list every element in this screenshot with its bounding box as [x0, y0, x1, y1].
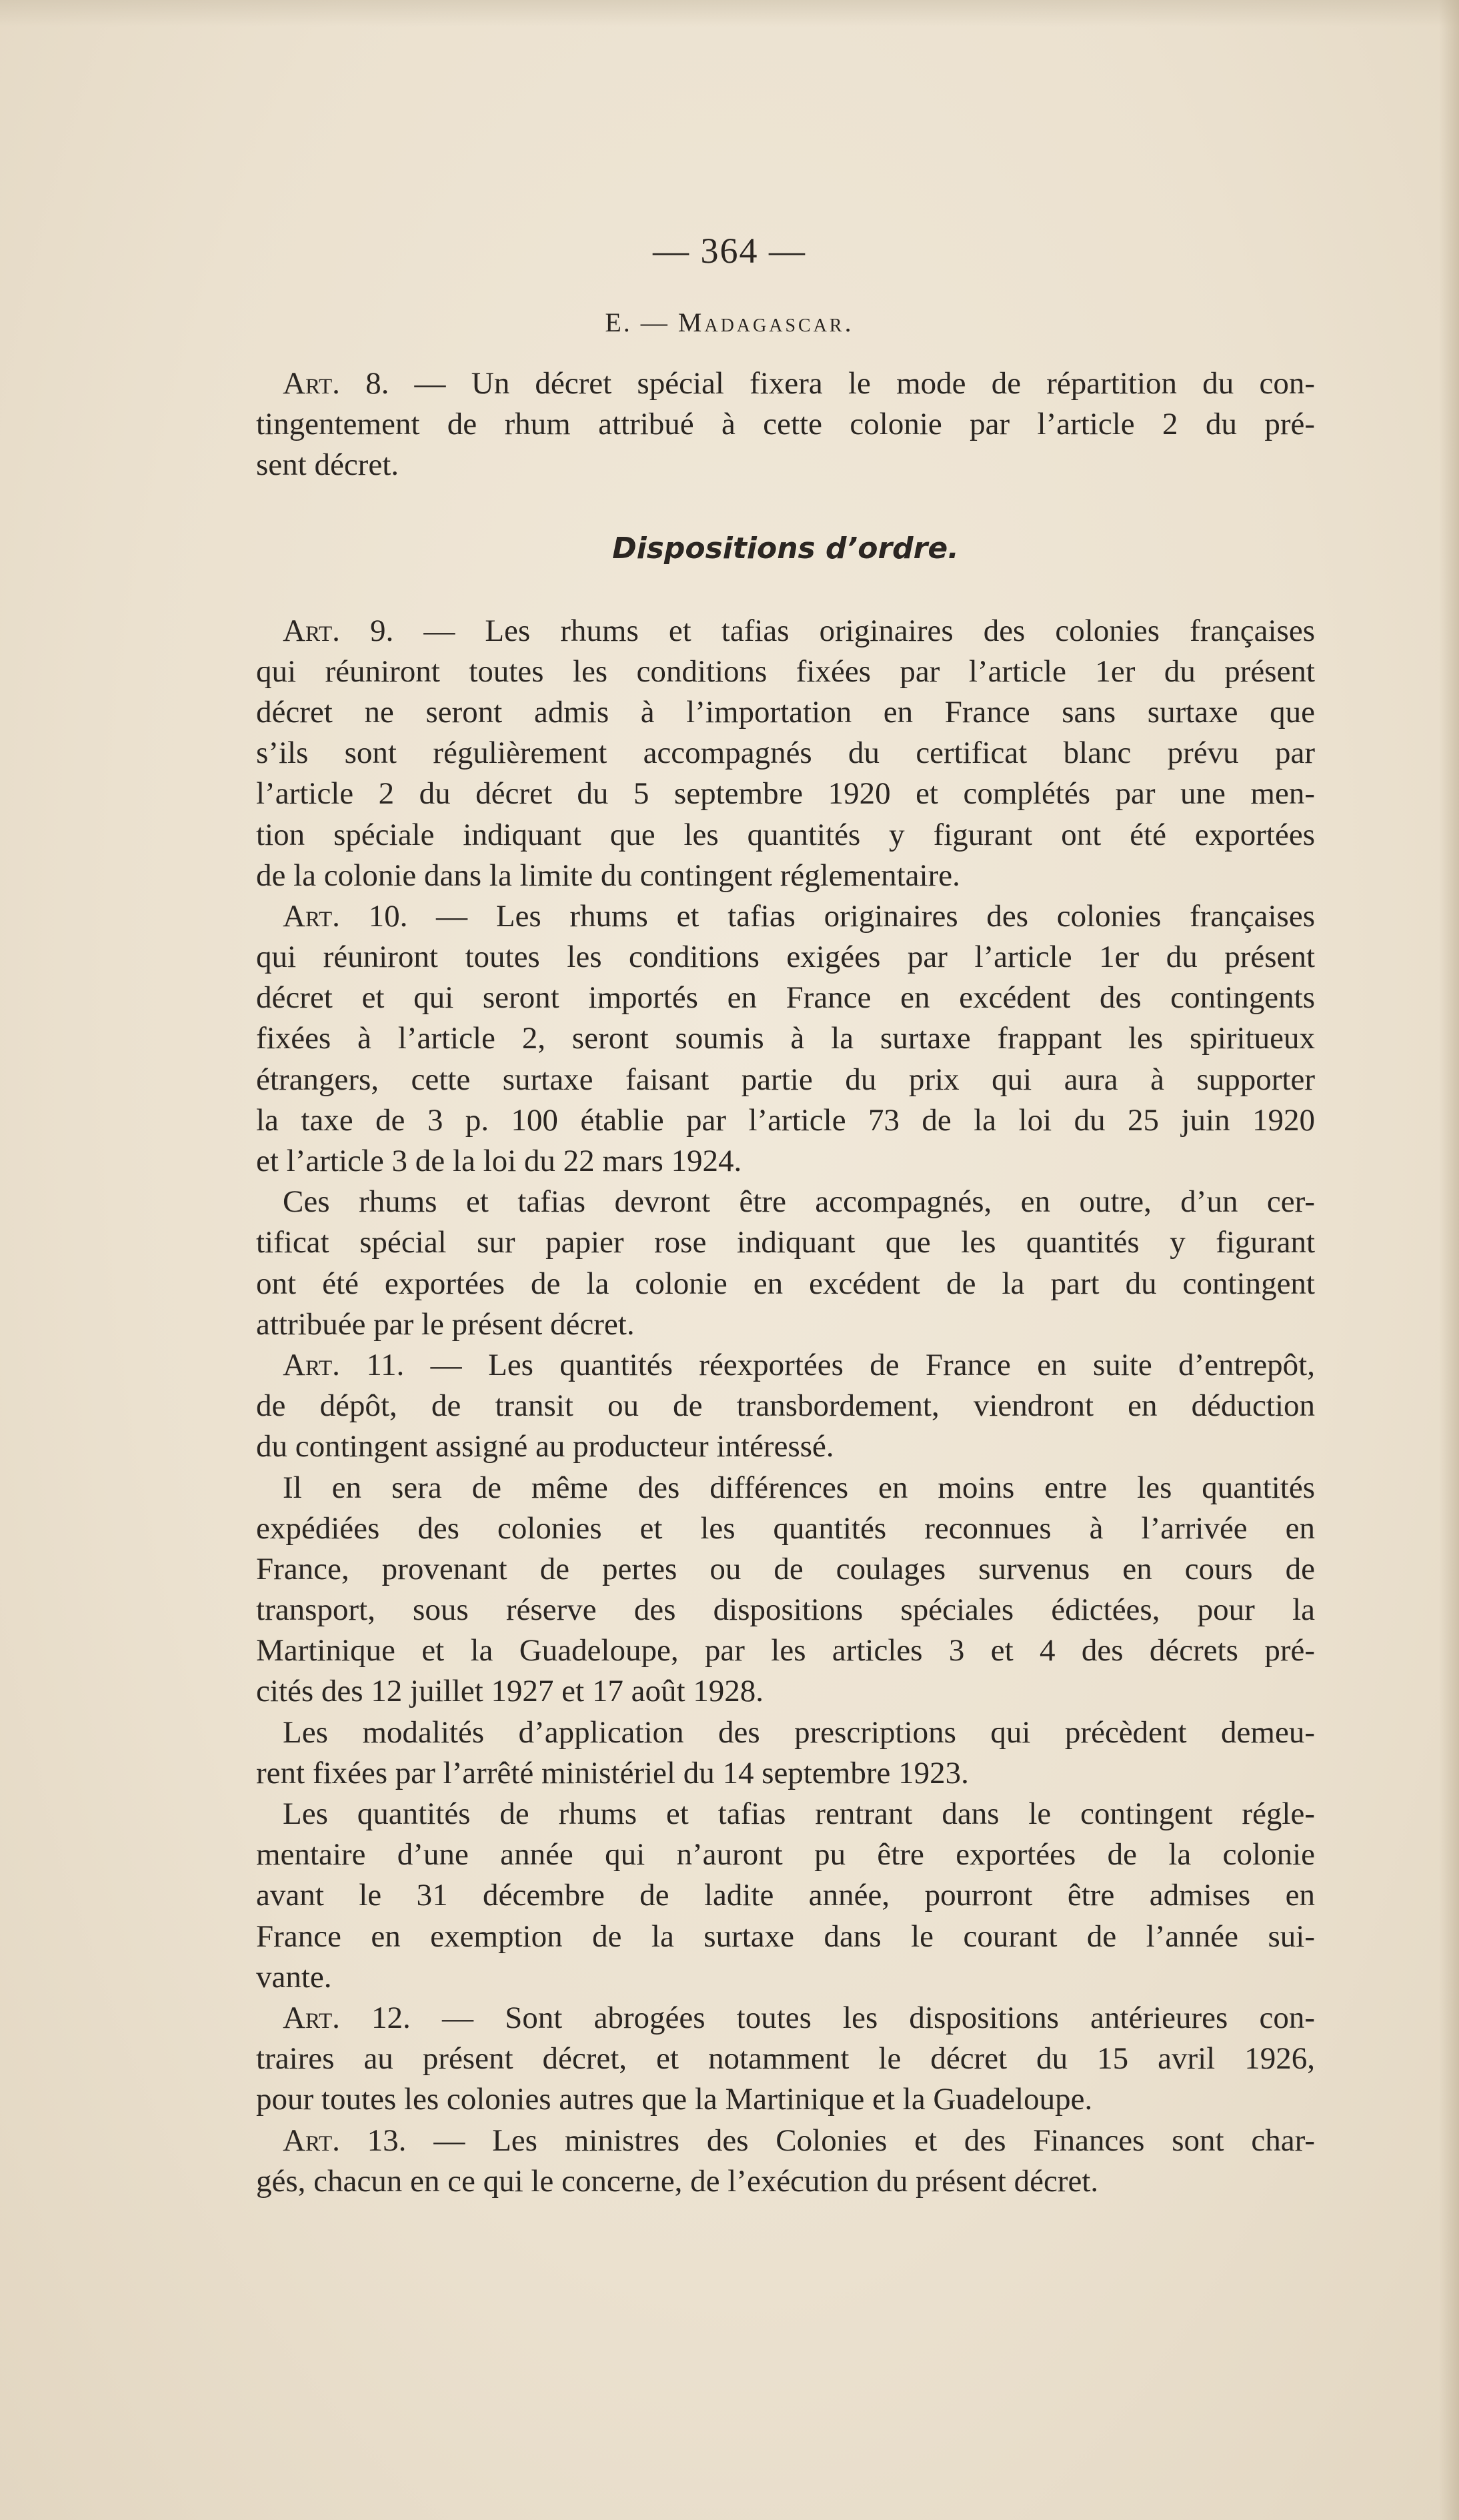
text-line: de la colonie dans la limite du contingent réglementaire. — [256, 858, 960, 893]
text-line: décret et qui seront importés en France en excédent des contingents — [256, 980, 1315, 1016]
article-11 — [256, 1345, 1315, 1998]
text-line: étrangers, cette surtaxe faisant partie du prix qui aura à supporter — [256, 1062, 1315, 1097]
text-line: Les quantités de rhums et tafias rentrant dans le contingent régle- — [283, 1796, 1315, 1831]
page-number: — 364 — — [653, 231, 806, 271]
article-label: Art. 8. — [283, 366, 389, 401]
line-text: — Les rhums et tafias originaires des colonies françaises — [407, 898, 1315, 934]
article-label: Art. 11. — [283, 1347, 405, 1382]
text-line: cités des 12 juillet 1927 et 17 août 1928. — [256, 1674, 764, 1709]
text-line: tificat spécial sur papier rose indiquant que les quantités y figurant — [256, 1225, 1315, 1260]
text-line: France, provenant de pertes ou de coulages survenus en cours de — [256, 1551, 1315, 1586]
text-line — [256, 1345, 1315, 1386]
text-line: Les modalités d’application des prescriptions qui précèdent demeu- — [283, 1714, 1315, 1750]
text-line: mentaire d’une année qui n’auront pu être exportées de la colonie — [256, 1837, 1315, 1872]
text-line: avant le 31 décembre de ladite année, pourront être admises en — [256, 1878, 1315, 1913]
section-name: Madagascar. — [677, 307, 854, 337]
text-line: transport, sous réserve des dispositions spéciales édictées, pour la — [256, 1592, 1315, 1628]
text-line: attribuée par le présent décret. — [256, 1306, 635, 1342]
text-line — [256, 896, 1315, 937]
article-label: Art. 13. — [283, 2123, 407, 2158]
text-line: du contingent assigné au producteur intéressé. — [256, 1429, 834, 1464]
text-line: sent décret. — [256, 447, 399, 483]
article-label: Art. 9. — [283, 613, 394, 648]
text-line: Ces rhums et tafias devront être accompagnés, en outre, d’un cer- — [283, 1184, 1315, 1220]
article-9 — [256, 611, 1315, 896]
line-text: — Les rhums et tafias originaires des colonies françaises — [393, 613, 1315, 648]
text-line: qui réuniront toutes les conditions exigées par l’article 1er du présent — [256, 940, 1315, 975]
article-10 — [256, 896, 1315, 1345]
article-13 — [256, 2121, 1315, 2202]
article-8 — [256, 363, 1315, 486]
section-heading: Dispositions d’ordre. — [612, 531, 959, 565]
article-label: Art. 10. — [283, 898, 408, 934]
body-text — [256, 363, 1315, 2202]
text-line: de dépôt, de transit ou de transbordement, viendront en déduction — [256, 1388, 1315, 1424]
section-prefix: E. — — [605, 307, 678, 337]
text-line — [256, 611, 1315, 652]
text-line: et l’article 3 de la loi du 22 mars 1924. — [256, 1144, 742, 1178]
line-text: — Les quantités réexportées de France en suite d’entrepôt, — [404, 1347, 1315, 1382]
article-12 — [256, 1998, 1315, 2121]
text-line: vante. — [256, 1959, 332, 1995]
text-line: ont été exportées de la colonie en excédent de la part du contingent — [256, 1266, 1315, 1301]
text-line: fixées à l’article 2, seront soumis à la surtaxe frappant les spiritueux — [256, 1021, 1315, 1056]
page-edge-shadow — [1439, 0, 1459, 2520]
line-text: — Les ministres des Colonies et des Finances sont char- — [406, 2123, 1315, 2158]
text-line: Martinique et la Guadeloupe, par les articles 3 et 4 des décrets pré- — [256, 1633, 1315, 1668]
text-line: s’ils sont régulièrement accompagnés du certificat blanc prévu par — [256, 736, 1315, 771]
text-line: la taxe de 3 p. 100 établie par l’article 73 de la loi du 25 juin 1920 — [256, 1102, 1315, 1138]
text-line: tingentement de rhum attribué à cette colonie par l’article 2 du pré- — [256, 407, 1315, 442]
text-line: France en exemption de la surtaxe dans le courant de l’année sui- — [256, 1919, 1315, 1954]
page-top-shadow — [0, 0, 1459, 27]
text-line: traires au présent décret, et notamment le décret du 15 avril 1926, — [256, 2041, 1315, 2077]
text-line: gés, chacun en ce qui le concerne, de l’exécution du présent décret. — [256, 2163, 1099, 2199]
text-line: décret ne seront admis à l’importation en France sans surtaxe que — [256, 694, 1315, 730]
text-line — [256, 363, 1315, 404]
text-line: l’article 2 du décret du 5 septembre 1920 et complétés par une men- — [256, 776, 1315, 812]
text-line — [256, 2121, 1315, 2161]
line-text: — Sont abrogées toutes les dispositions antérieures con- — [410, 2000, 1316, 2035]
text-line — [256, 1998, 1315, 2039]
text-line: qui réuniront toutes les conditions fixées par l’article 1er du présent — [256, 654, 1315, 689]
line-text: — Un décret spécial fixera le mode de répartition du con- — [389, 366, 1315, 401]
section-title — [0, 307, 1459, 338]
article-label: Art. 12. — [283, 2000, 411, 2035]
text-line: rent fixées par l’arrêté ministériel du 14 septembre 1923. — [256, 1755, 969, 1790]
text-line: expédiées des colonies et les quantités reconnues à l’arrivée en — [256, 1510, 1315, 1546]
text-line: tion spéciale indiquant que les quantités y figurant ont été exportées — [256, 817, 1315, 852]
text-line: Il en sera de même des différences en moins entre les quantités — [283, 1470, 1315, 1505]
text-line: pour toutes les colonies autres que la Martinique et la Guadeloupe. — [256, 2082, 1093, 2117]
